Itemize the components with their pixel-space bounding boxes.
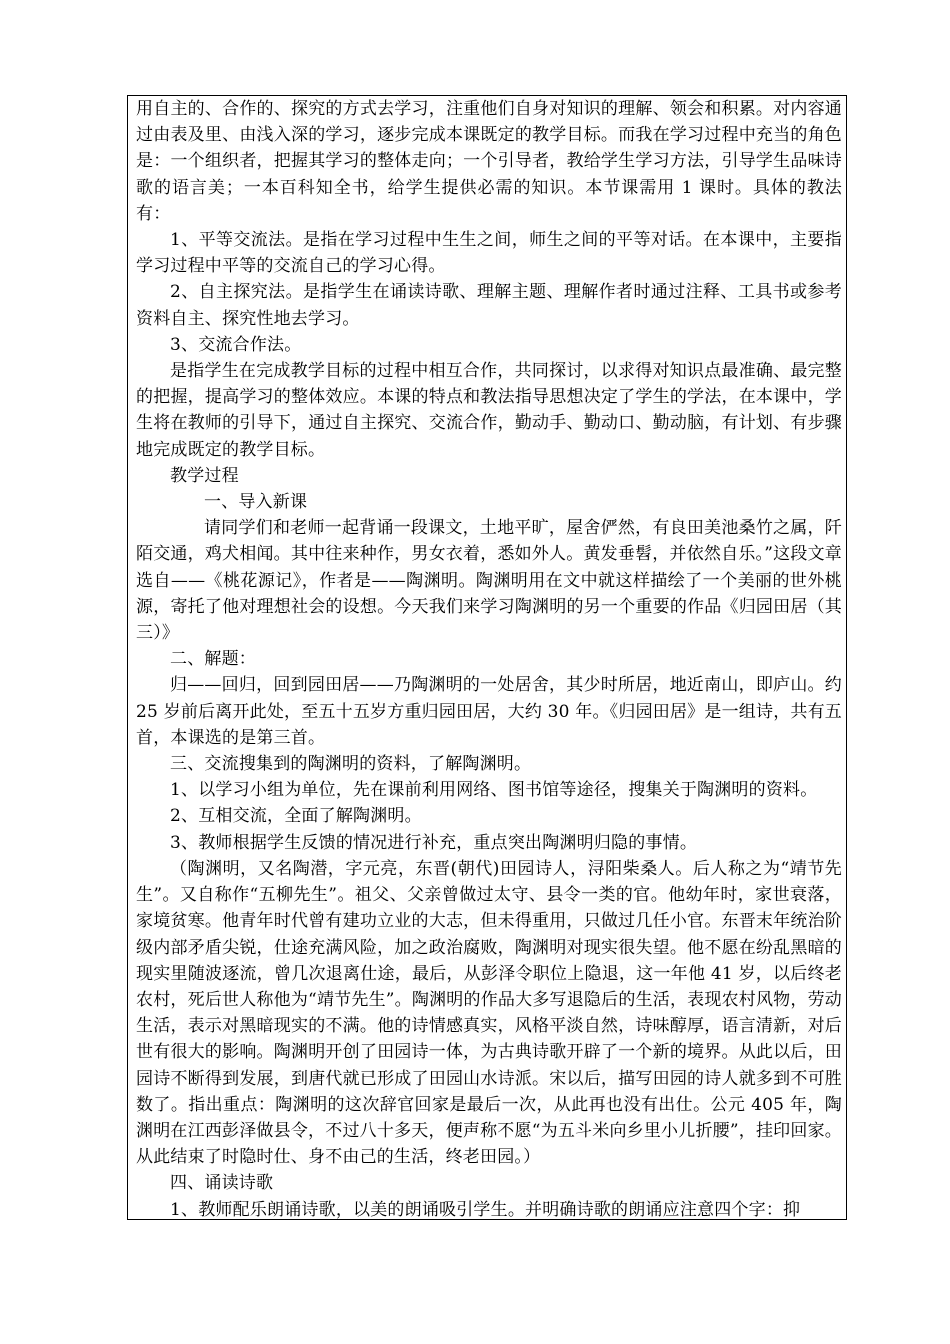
table-cell-frame bbox=[127, 95, 847, 1220]
paragraph-step-1: 1、以学习小组为单位，先在课前利用网络、图书馆等途径，搜集关于陶渊明的资料。 bbox=[170, 780, 818, 801]
paragraph-method-3-heading: 3、交流合作法。 bbox=[170, 334, 302, 355]
heading-section-4: 四、诵读诗歌 bbox=[170, 1173, 274, 1194]
paragraph-recitation-1: 1、教师配乐朗诵诗歌，以美的朗诵吸引学生。并明确诗歌的朗诵应注意四个字：抑 bbox=[170, 1199, 801, 1220]
paragraph-intro-lesson: 请同学们和老师一起背诵一段课文，土地平旷，屋舍俨然，有良田美池桑竹之属，阡陌交通，鸡犬相闻。其中往来种作，男女衣着，悉如外人。黄发垂髫，并依然自乐。”这段文章选自——《桃花源记》，作者是——陶渊明。陶渊明用在文中就这样描绘了一个美丽的世外桃源，寄托了他对理想社会的设想。今天我们来学习陶渊明的另一个重要的作品《归园田居（其三）》 bbox=[136, 518, 842, 644]
heading-teaching-process: 教学过程 bbox=[170, 465, 239, 486]
paragraph-method-1: 1、平等交流法。是指在学习过程中生生之间，师生之间的平等对话。在本课中，主要指学习过程中平等的交流自己的学习心得。 bbox=[136, 230, 842, 277]
paragraph-step-2: 2、互相交流，全面了解陶渊明。 bbox=[170, 806, 422, 827]
paragraph-method-2: 2、自主探究法。是指学生在诵读诗歌、理解主题、理解作者时通过注释、工具书或参考资料自主、探究性地去学习。 bbox=[136, 282, 842, 329]
paragraph-method-3-body: 是指学生在完成教学目标的过程中相互合作，共同探讨，以求得对知识点最准确、最完整的把握，提高学习的整体效应。本课的特点和教法指导思想决定了学生的学法，在本课中，学生将在教师的引导下，通过自主探究、交流合作，勤动手、勤动口、勤动脑，有计划、有步骤地完成既定的教学目标。 bbox=[136, 361, 842, 460]
paragraph-biography: （陶渊明，又名陶潜，字元亮，东晋(朝代)田园诗人，浔阳柴桑人。后人称之为“靖节先生”。又自称作“五柳先生”。祖父、父亲曾做过太守、县令一类的官。他幼年时，家世衰落，家境贫寒。他青年时代曾有建功立业的大志，但未得重用，只做过几任小官。东晋末年统治阶级内部矛盾尖锐，仕途充满风险，加之政治腐败，陶渊明对现实很失望。他不愿在纷乱黑暗的现实里随波逐流，曾几次退离仕途，最后，从彭泽令职位上隐退，这一年他 41 岁，以后终老农村，死后世人称他为“靖节先生”。陶渊明的作品大多写退隐后的生活，表现农村风物，劳动生活，表示对黑暗现实的不满。他的诗情感真实，风格平淡自然，诗味醇厚，语言清新，对后世有很大的影响。陶渊明开创了田园诗一体，为古典诗歌开辟了一个新的境界。从此以后，田园诗不断得到发展，到唐代就已形成了田园山水诗派。宋以后，描写田园的诗人就多到不可胜数了。指出重点：陶渊明的这次辞官回家是最后一次，从此再也没有出仕。公元 405 年，陶渊明在江西彭泽做县令，不过八十多天，便声称不愿“为五斗米向乡里小儿折腰”，挂印回家。从此结束了时隐时仕、身不由己的生活，终老田园。） bbox=[136, 858, 842, 1168]
heading-section-1: 一、导入新课 bbox=[204, 492, 308, 513]
document-body bbox=[136, 96, 842, 1220]
paragraph-step-3: 3、教师根据学生反馈的情况进行补充，重点突出陶渊明归隐的事情。 bbox=[170, 832, 698, 853]
heading-section-2: 二、解题： bbox=[170, 649, 256, 670]
paragraph-teaching-methods-intro: 用自主的、合作的、探究的方式去学习，注重他们自身对知识的理解、领会和积累。对内容通过由表及里、由浅入深的学习，逐步完成本课既定的教学目标。而我在学习过程中充当的角色是：一个组织者，把握其学习的整体走向；一个引导者，教给学生学习方法，引导学生品味诗歌的语言美；一本百科知全书，给学生提供必需的知识。本节课需用 1 课时。具体的教法有： bbox=[136, 99, 842, 224]
heading-section-3: 三、交流搜集到的陶渊明的资料，了解陶渊明。 bbox=[170, 754, 532, 775]
paragraph-title-explanation: 归——回归，回到园田居——乃陶渊明的一处居舍，其少时所居，地近南山，即庐山。约 25 岁前后离开此处，至五十五岁方重归园田居，大约 30 年。《归园田居》是一组诗，共有五首，本课选的是第三首。 bbox=[136, 675, 842, 748]
